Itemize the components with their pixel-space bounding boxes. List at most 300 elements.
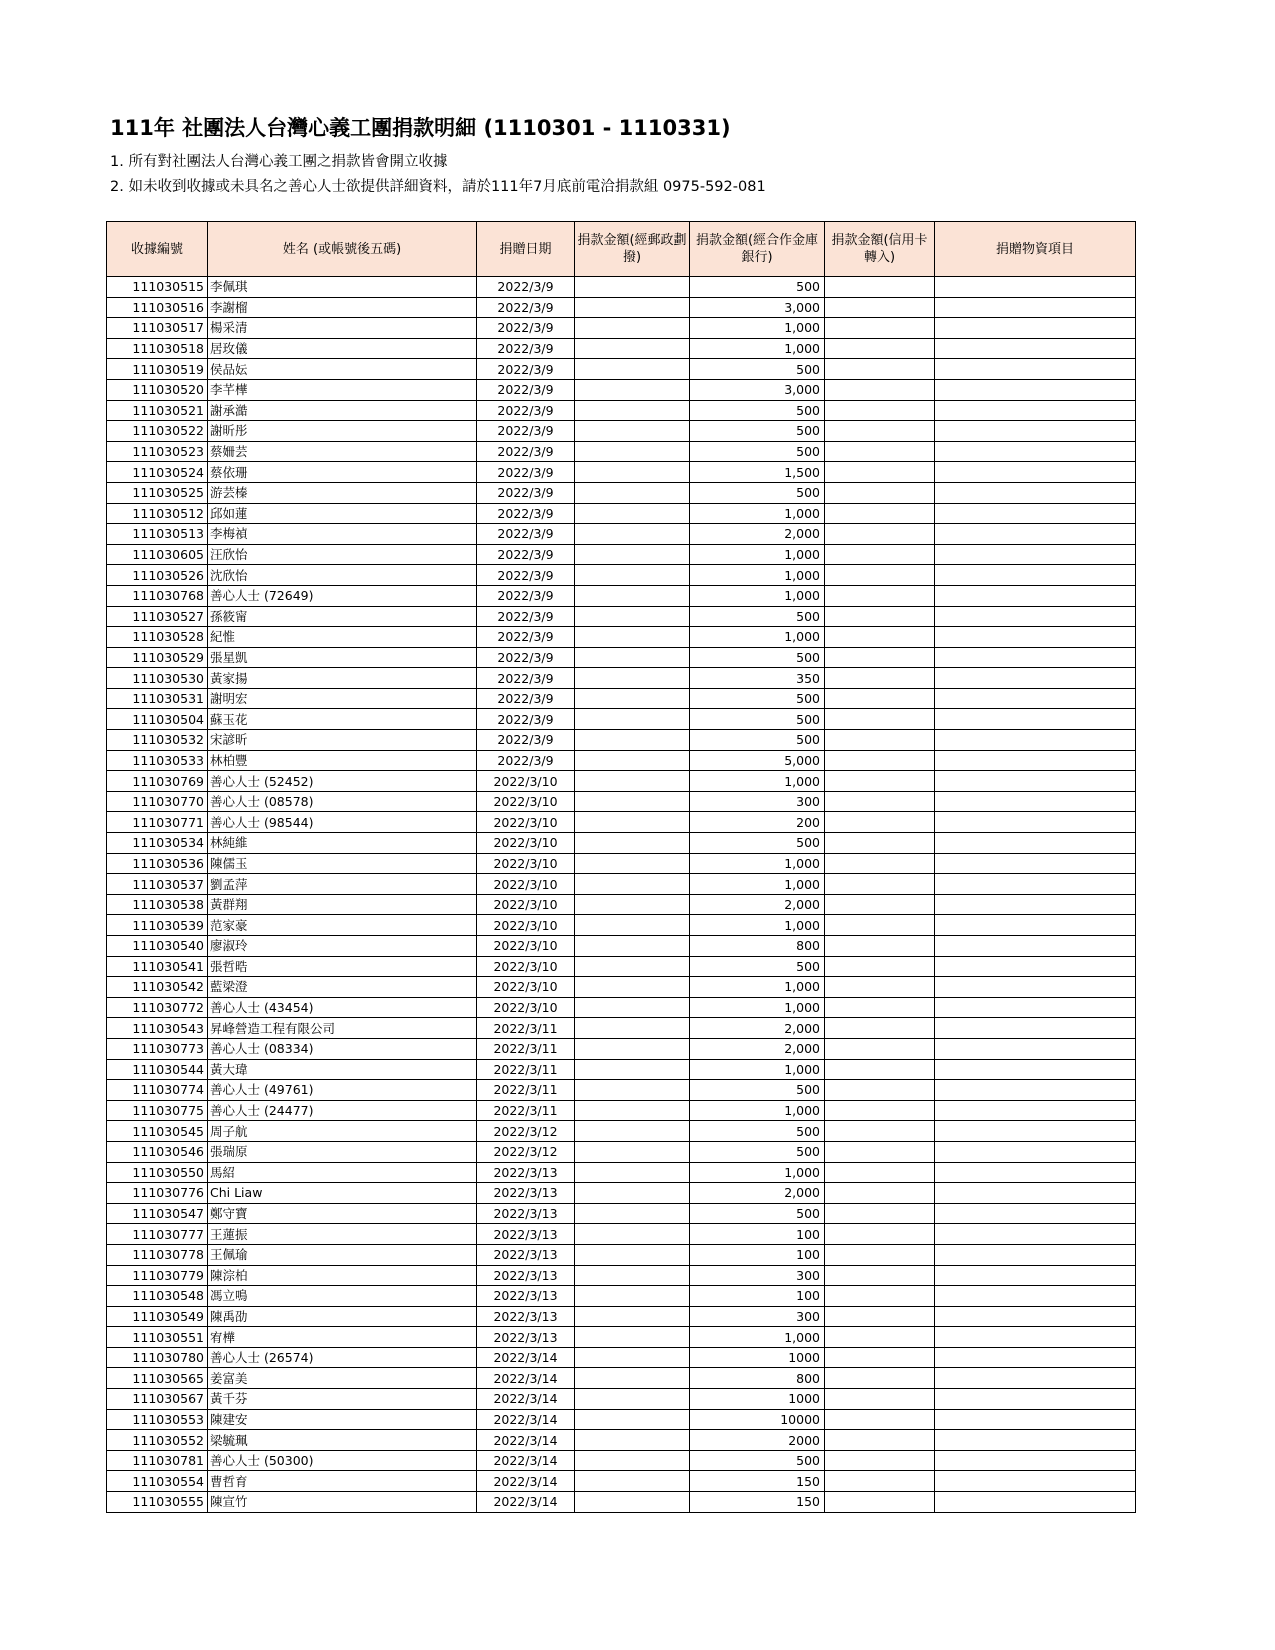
credit-amount-cell xyxy=(825,1368,935,1389)
name-cell: 陳建安 xyxy=(208,1409,477,1430)
table-row xyxy=(107,956,1136,977)
postal-amount-cell xyxy=(575,565,690,586)
credit-amount-cell xyxy=(825,379,935,400)
bank-amount-cell: 500 xyxy=(690,359,825,380)
receipt-no-cell: 111030530 xyxy=(107,668,208,689)
header-amount-bank: 捐款金額(經合作金庫銀行) xyxy=(690,222,825,277)
bank-amount-cell: 1,000 xyxy=(690,1162,825,1183)
name-cell: 李梅禎 xyxy=(208,524,477,545)
name-cell: 侯品妘 xyxy=(208,359,477,380)
credit-amount-cell xyxy=(825,997,935,1018)
table-row xyxy=(107,1203,1136,1224)
name-cell: 善心人士 (08578) xyxy=(208,791,477,812)
name-cell: 居玫儀 xyxy=(208,338,477,359)
goods-cell xyxy=(935,1100,1136,1121)
receipt-no-cell: 111030516 xyxy=(107,297,208,318)
goods-cell xyxy=(935,833,1136,854)
goods-cell xyxy=(935,585,1136,606)
bank-amount-cell: 3,000 xyxy=(690,379,825,400)
bank-amount-cell: 2,000 xyxy=(690,524,825,545)
goods-cell xyxy=(935,771,1136,792)
name-cell: 林純維 xyxy=(208,833,477,854)
bank-amount-cell: 500 xyxy=(690,1141,825,1162)
date-cell: 2022/3/10 xyxy=(477,894,575,915)
date-cell: 2022/3/13 xyxy=(477,1327,575,1348)
postal-amount-cell xyxy=(575,874,690,895)
receipt-no-cell: 111030533 xyxy=(107,750,208,771)
goods-cell xyxy=(935,1224,1136,1245)
name-cell: 姜富美 xyxy=(208,1368,477,1389)
table-row xyxy=(107,1080,1136,1101)
postal-amount-cell xyxy=(575,1327,690,1348)
date-cell: 2022/3/9 xyxy=(477,318,575,339)
name-cell: 范家豪 xyxy=(208,915,477,936)
date-cell: 2022/3/9 xyxy=(477,585,575,606)
receipt-no-cell: 111030541 xyxy=(107,956,208,977)
receipt-no-cell: 111030778 xyxy=(107,1244,208,1265)
goods-cell xyxy=(935,524,1136,545)
postal-amount-cell xyxy=(575,977,690,998)
goods-cell xyxy=(935,1286,1136,1307)
name-cell: 善心人士 (50300) xyxy=(208,1450,477,1471)
table-row xyxy=(107,936,1136,957)
name-cell: 陳淙柏 xyxy=(208,1265,477,1286)
goods-cell xyxy=(935,688,1136,709)
header-goods: 捐贈物資項目 xyxy=(935,222,1136,277)
date-cell: 2022/3/9 xyxy=(477,359,575,380)
goods-cell xyxy=(935,936,1136,957)
table-row xyxy=(107,997,1136,1018)
date-cell: 2022/3/11 xyxy=(477,1100,575,1121)
date-cell: 2022/3/9 xyxy=(477,709,575,730)
bank-amount-cell: 100 xyxy=(690,1244,825,1265)
credit-amount-cell xyxy=(825,709,935,730)
postal-amount-cell xyxy=(575,482,690,503)
postal-amount-cell xyxy=(575,277,690,298)
postal-amount-cell xyxy=(575,1141,690,1162)
table-row xyxy=(107,771,1136,792)
date-cell: 2022/3/11 xyxy=(477,1038,575,1059)
receipt-no-cell: 111030777 xyxy=(107,1224,208,1245)
document-title: 111年 社團法人台灣心義工團捐款明細 (1110301 - 1110331) xyxy=(110,116,731,140)
bank-amount-cell: 500 xyxy=(690,1450,825,1471)
bank-amount-cell: 500 xyxy=(690,688,825,709)
credit-amount-cell xyxy=(825,1286,935,1307)
credit-amount-cell xyxy=(825,688,935,709)
credit-amount-cell xyxy=(825,1492,935,1513)
table-row xyxy=(107,565,1136,586)
date-cell: 2022/3/9 xyxy=(477,647,575,668)
goods-cell xyxy=(935,647,1136,668)
postal-amount-cell xyxy=(575,1368,690,1389)
credit-amount-cell xyxy=(825,750,935,771)
goods-cell xyxy=(935,956,1136,977)
credit-amount-cell xyxy=(825,833,935,854)
table-row xyxy=(107,1347,1136,1368)
date-cell: 2022/3/14 xyxy=(477,1450,575,1471)
receipt-no-cell: 111030545 xyxy=(107,1121,208,1142)
date-cell: 2022/3/10 xyxy=(477,833,575,854)
postal-amount-cell xyxy=(575,1080,690,1101)
postal-amount-cell xyxy=(575,400,690,421)
goods-cell xyxy=(935,730,1136,751)
bank-amount-cell: 1,000 xyxy=(690,997,825,1018)
table-row xyxy=(107,688,1136,709)
bank-amount-cell: 500 xyxy=(690,709,825,730)
date-cell: 2022/3/10 xyxy=(477,771,575,792)
receipt-no-cell: 111030605 xyxy=(107,544,208,565)
name-cell: 梁毓珮 xyxy=(208,1430,477,1451)
receipt-no-cell: 111030552 xyxy=(107,1430,208,1451)
date-cell: 2022/3/10 xyxy=(477,936,575,957)
postal-amount-cell xyxy=(575,730,690,751)
credit-amount-cell xyxy=(825,1100,935,1121)
date-cell: 2022/3/12 xyxy=(477,1121,575,1142)
table-header-row xyxy=(107,222,1136,277)
bank-amount-cell: 2000 xyxy=(690,1430,825,1451)
name-cell: 蔡姍芸 xyxy=(208,441,477,462)
name-cell: 黃大瑋 xyxy=(208,1059,477,1080)
postal-amount-cell xyxy=(575,1059,690,1080)
goods-cell xyxy=(935,1368,1136,1389)
postal-amount-cell xyxy=(575,441,690,462)
table-row xyxy=(107,482,1136,503)
bank-amount-cell: 300 xyxy=(690,1265,825,1286)
receipt-no-cell: 111030515 xyxy=(107,277,208,298)
credit-amount-cell xyxy=(825,791,935,812)
postal-amount-cell xyxy=(575,812,690,833)
receipt-no-cell: 111030522 xyxy=(107,421,208,442)
receipt-no-cell: 111030518 xyxy=(107,338,208,359)
date-cell: 2022/3/9 xyxy=(477,750,575,771)
receipt-no-cell: 111030543 xyxy=(107,1018,208,1039)
name-cell: 善心人士 (08334) xyxy=(208,1038,477,1059)
table-row xyxy=(107,647,1136,668)
postal-amount-cell xyxy=(575,771,690,792)
postal-amount-cell xyxy=(575,379,690,400)
table-row xyxy=(107,297,1136,318)
table-row xyxy=(107,1018,1136,1039)
table-row xyxy=(107,1450,1136,1471)
credit-amount-cell xyxy=(825,482,935,503)
postal-amount-cell xyxy=(575,956,690,977)
date-cell: 2022/3/9 xyxy=(477,730,575,751)
goods-cell xyxy=(935,1162,1136,1183)
date-cell: 2022/3/10 xyxy=(477,915,575,936)
credit-amount-cell xyxy=(825,1265,935,1286)
date-cell: 2022/3/14 xyxy=(477,1409,575,1430)
credit-amount-cell xyxy=(825,1059,935,1080)
date-cell: 2022/3/10 xyxy=(477,997,575,1018)
date-cell: 2022/3/13 xyxy=(477,1203,575,1224)
name-cell: 陳儒玉 xyxy=(208,853,477,874)
bank-amount-cell: 1000 xyxy=(690,1347,825,1368)
receipt-no-cell: 111030769 xyxy=(107,771,208,792)
postal-amount-cell xyxy=(575,1018,690,1039)
goods-cell xyxy=(935,812,1136,833)
bank-amount-cell: 2,000 xyxy=(690,894,825,915)
table-row xyxy=(107,1038,1136,1059)
bank-amount-cell: 800 xyxy=(690,1368,825,1389)
date-cell: 2022/3/13 xyxy=(477,1306,575,1327)
credit-amount-cell xyxy=(825,1471,935,1492)
bank-amount-cell: 1,000 xyxy=(690,585,825,606)
date-cell: 2022/3/11 xyxy=(477,1059,575,1080)
receipt-no-cell: 111030554 xyxy=(107,1471,208,1492)
table-row xyxy=(107,1244,1136,1265)
table-row xyxy=(107,400,1136,421)
postal-amount-cell xyxy=(575,544,690,565)
goods-cell xyxy=(935,1492,1136,1513)
bank-amount-cell: 1,000 xyxy=(690,627,825,648)
bank-amount-cell: 10000 xyxy=(690,1409,825,1430)
postal-amount-cell xyxy=(575,1286,690,1307)
name-cell: 謝明宏 xyxy=(208,688,477,709)
donation-table-wrap xyxy=(106,221,1136,1513)
table-row xyxy=(107,977,1136,998)
date-cell: 2022/3/14 xyxy=(477,1471,575,1492)
goods-cell xyxy=(935,421,1136,442)
receipt-no-cell: 111030544 xyxy=(107,1059,208,1080)
date-cell: 2022/3/9 xyxy=(477,565,575,586)
bank-amount-cell: 500 xyxy=(690,1121,825,1142)
postal-amount-cell xyxy=(575,1100,690,1121)
name-cell: 黃千芬 xyxy=(208,1389,477,1410)
name-cell: 陳禹劭 xyxy=(208,1306,477,1327)
goods-cell xyxy=(935,1141,1136,1162)
goods-cell xyxy=(935,1121,1136,1142)
date-cell: 2022/3/13 xyxy=(477,1286,575,1307)
receipt-no-cell: 111030539 xyxy=(107,915,208,936)
postal-amount-cell xyxy=(575,338,690,359)
bank-amount-cell: 500 xyxy=(690,482,825,503)
goods-cell xyxy=(935,1471,1136,1492)
goods-cell xyxy=(935,627,1136,648)
table-row xyxy=(107,462,1136,483)
credit-amount-cell xyxy=(825,524,935,545)
goods-cell xyxy=(935,1389,1136,1410)
bank-amount-cell: 1,000 xyxy=(690,853,825,874)
receipt-no-cell: 111030781 xyxy=(107,1450,208,1471)
date-cell: 2022/3/9 xyxy=(477,462,575,483)
date-cell: 2022/3/13 xyxy=(477,1183,575,1204)
postal-amount-cell xyxy=(575,1038,690,1059)
table-row xyxy=(107,1389,1136,1410)
credit-amount-cell xyxy=(825,338,935,359)
table-row xyxy=(107,894,1136,915)
name-cell: 馬紹 xyxy=(208,1162,477,1183)
goods-cell xyxy=(935,1059,1136,1080)
date-cell: 2022/3/9 xyxy=(477,668,575,689)
credit-amount-cell xyxy=(825,1389,935,1410)
name-cell: 黃家揚 xyxy=(208,668,477,689)
header-amount-credit: 捐款金額(信用卡轉入) xyxy=(825,222,935,277)
postal-amount-cell xyxy=(575,1162,690,1183)
table-row xyxy=(107,421,1136,442)
table-row xyxy=(107,1059,1136,1080)
bank-amount-cell: 1,000 xyxy=(690,771,825,792)
table-row xyxy=(107,1430,1136,1451)
goods-cell xyxy=(935,318,1136,339)
name-cell: 善心人士 (49761) xyxy=(208,1080,477,1101)
bank-amount-cell: 2,000 xyxy=(690,1018,825,1039)
receipt-no-cell: 111030521 xyxy=(107,400,208,421)
postal-amount-cell xyxy=(575,1183,690,1204)
table-row xyxy=(107,318,1136,339)
bank-amount-cell: 500 xyxy=(690,606,825,627)
credit-amount-cell xyxy=(825,606,935,627)
name-cell: 昇峰營造工程有限公司 xyxy=(208,1018,477,1039)
name-cell: 善心人士 (72649) xyxy=(208,585,477,606)
name-cell: 王佩瑜 xyxy=(208,1244,477,1265)
date-cell: 2022/3/11 xyxy=(477,1018,575,1039)
bank-amount-cell: 500 xyxy=(690,1203,825,1224)
receipt-no-cell: 111030512 xyxy=(107,503,208,524)
name-cell: 汪欣怡 xyxy=(208,544,477,565)
goods-cell xyxy=(935,1430,1136,1451)
receipt-no-cell: 111030775 xyxy=(107,1100,208,1121)
credit-amount-cell xyxy=(825,421,935,442)
bank-amount-cell: 800 xyxy=(690,936,825,957)
bank-amount-cell: 1000 xyxy=(690,1389,825,1410)
postal-amount-cell xyxy=(575,359,690,380)
postal-amount-cell xyxy=(575,585,690,606)
date-cell: 2022/3/14 xyxy=(477,1389,575,1410)
postal-amount-cell xyxy=(575,1244,690,1265)
credit-amount-cell xyxy=(825,503,935,524)
bank-amount-cell: 1,000 xyxy=(690,338,825,359)
name-cell: 張星凱 xyxy=(208,647,477,668)
table-row xyxy=(107,1492,1136,1513)
credit-amount-cell xyxy=(825,1038,935,1059)
date-cell: 2022/3/13 xyxy=(477,1162,575,1183)
credit-amount-cell xyxy=(825,977,935,998)
postal-amount-cell xyxy=(575,1347,690,1368)
table-row xyxy=(107,709,1136,730)
postal-amount-cell xyxy=(575,503,690,524)
bank-amount-cell: 300 xyxy=(690,1306,825,1327)
receipt-no-cell: 111030565 xyxy=(107,1368,208,1389)
receipt-no-cell: 111030542 xyxy=(107,977,208,998)
goods-cell xyxy=(935,1265,1136,1286)
goods-cell xyxy=(935,338,1136,359)
table-row xyxy=(107,627,1136,648)
goods-cell xyxy=(935,1018,1136,1039)
goods-cell xyxy=(935,1306,1136,1327)
goods-cell xyxy=(935,565,1136,586)
name-cell: 善心人士 (26574) xyxy=(208,1347,477,1368)
credit-amount-cell xyxy=(825,1018,935,1039)
table-body xyxy=(107,277,1136,1513)
receipt-no-cell: 111030532 xyxy=(107,730,208,751)
bank-amount-cell: 500 xyxy=(690,1080,825,1101)
name-cell: 邱如蓮 xyxy=(208,503,477,524)
goods-cell xyxy=(935,1183,1136,1204)
table-row xyxy=(107,606,1136,627)
credit-amount-cell xyxy=(825,359,935,380)
credit-amount-cell xyxy=(825,668,935,689)
receipt-no-cell: 111030549 xyxy=(107,1306,208,1327)
goods-cell xyxy=(935,544,1136,565)
receipt-no-cell: 111030527 xyxy=(107,606,208,627)
name-cell: 善心人士 (52452) xyxy=(208,771,477,792)
table-row xyxy=(107,1368,1136,1389)
date-cell: 2022/3/14 xyxy=(477,1347,575,1368)
name-cell: 藍梁澄 xyxy=(208,977,477,998)
name-cell: 善心人士 (98544) xyxy=(208,812,477,833)
goods-cell xyxy=(935,853,1136,874)
date-cell: 2022/3/10 xyxy=(477,956,575,977)
credit-amount-cell xyxy=(825,647,935,668)
bank-amount-cell: 1,000 xyxy=(690,544,825,565)
bank-amount-cell: 500 xyxy=(690,956,825,977)
receipt-no-cell: 111030540 xyxy=(107,936,208,957)
postal-amount-cell xyxy=(575,627,690,648)
date-cell: 2022/3/10 xyxy=(477,791,575,812)
goods-cell xyxy=(935,1038,1136,1059)
postal-amount-cell xyxy=(575,1389,690,1410)
credit-amount-cell xyxy=(825,1430,935,1451)
bank-amount-cell: 1,000 xyxy=(690,503,825,524)
goods-cell xyxy=(935,1244,1136,1265)
goods-cell xyxy=(935,750,1136,771)
date-cell: 2022/3/13 xyxy=(477,1224,575,1245)
name-cell: 周子航 xyxy=(208,1121,477,1142)
credit-amount-cell xyxy=(825,1203,935,1224)
postal-amount-cell xyxy=(575,318,690,339)
postal-amount-cell xyxy=(575,647,690,668)
credit-amount-cell xyxy=(825,1450,935,1471)
goods-cell xyxy=(935,1409,1136,1430)
credit-amount-cell xyxy=(825,915,935,936)
postal-amount-cell xyxy=(575,1224,690,1245)
table-row xyxy=(107,791,1136,812)
table-row xyxy=(107,750,1136,771)
postal-amount-cell xyxy=(575,421,690,442)
bank-amount-cell: 1,000 xyxy=(690,318,825,339)
bank-amount-cell: 1,000 xyxy=(690,1100,825,1121)
date-cell: 2022/3/13 xyxy=(477,1265,575,1286)
name-cell: 張哲晧 xyxy=(208,956,477,977)
bank-amount-cell: 1,000 xyxy=(690,1327,825,1348)
bank-amount-cell: 1,000 xyxy=(690,565,825,586)
date-cell: 2022/3/9 xyxy=(477,627,575,648)
bank-amount-cell: 500 xyxy=(690,647,825,668)
goods-cell xyxy=(935,1080,1136,1101)
goods-cell xyxy=(935,482,1136,503)
credit-amount-cell xyxy=(825,1121,935,1142)
bank-amount-cell: 500 xyxy=(690,277,825,298)
credit-amount-cell xyxy=(825,771,935,792)
name-cell: 游芸榛 xyxy=(208,482,477,503)
postal-amount-cell xyxy=(575,1306,690,1327)
bank-amount-cell: 500 xyxy=(690,833,825,854)
goods-cell xyxy=(935,977,1136,998)
table-row xyxy=(107,833,1136,854)
credit-amount-cell xyxy=(825,1244,935,1265)
date-cell: 2022/3/9 xyxy=(477,441,575,462)
name-cell: 宋諺昕 xyxy=(208,730,477,751)
receipt-no-cell: 111030768 xyxy=(107,585,208,606)
postal-amount-cell xyxy=(575,1121,690,1142)
postal-amount-cell xyxy=(575,1409,690,1430)
receipt-no-cell: 111030772 xyxy=(107,997,208,1018)
postal-amount-cell xyxy=(575,833,690,854)
bank-amount-cell: 500 xyxy=(690,400,825,421)
goods-cell xyxy=(935,359,1136,380)
table-row xyxy=(107,812,1136,833)
receipt-no-cell: 111030771 xyxy=(107,812,208,833)
